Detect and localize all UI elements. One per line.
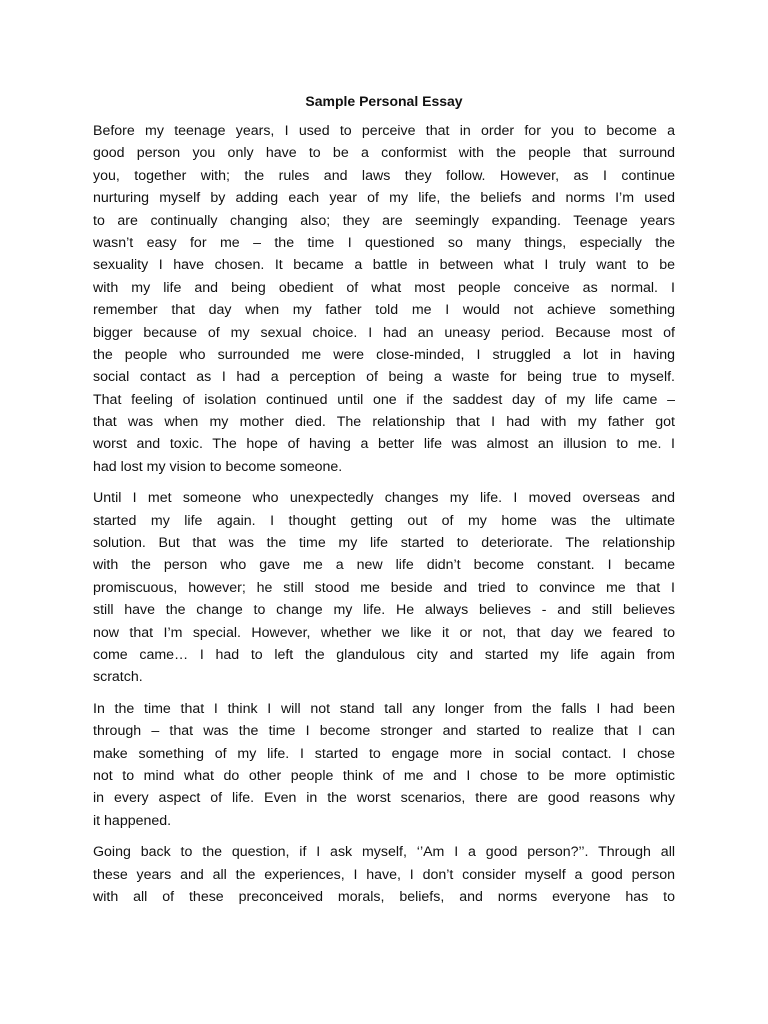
text-line: wasn’t easy for me – the time I questioned so many things, especially the <box>93 234 675 251</box>
text-line: still have the change to change my life. He always believes - and still believes <box>93 602 675 619</box>
paragraph <box>93 120 675 478</box>
text-line: nurturing myself by adding each year of my life, the beliefs and norms I’m used <box>93 190 675 207</box>
text-line: promiscuous, however; he still stood me beside and tried to convince me that I <box>93 579 675 596</box>
text-line: worst and toxic. The hope of having a better life was almost an illusion to me. I <box>93 436 675 453</box>
paragraph <box>93 698 675 832</box>
text-line: social contact as I had a perception of being a waste for being true to myself. <box>93 369 675 386</box>
text-line: sexuality I have chosen. It became a battle in between what I truly want to be <box>93 257 675 274</box>
document-title: Sample Personal Essay <box>305 93 463 109</box>
text-line: good person you only have to be a conformist with the people that surround <box>93 145 675 162</box>
text-line: these years and all the experiences, I have, I don’t consider myself a good person <box>93 866 675 883</box>
text-line: bigger because of my sexual choice. I had an uneasy period. Because most of <box>93 324 675 341</box>
text-line: That feeling of isolation continued until one if the saddest day of my life came – <box>93 391 675 408</box>
text-line: Before my teenage years, I used to perceive that in order for you to become a <box>93 123 675 139</box>
text-line: make something of my life. I started to engage more in social contact. I chose <box>93 745 675 762</box>
paragraph <box>93 841 675 908</box>
text-line: you, together with; the rules and laws they follow. However, as I continue <box>93 167 675 184</box>
text-line: had lost my vision to become someone. <box>93 458 343 475</box>
text-line: Until I met someone who unexpectedly changes my life. I moved overseas and <box>93 490 675 507</box>
text-line: the people who surrounded me were close-minded, I struggled a lot in having <box>93 346 675 363</box>
text-line: to are continually changing also; they are seemingly expanding. Teenage years <box>93 212 675 229</box>
text-line: Going back to the question, if I ask myself, ‘’Am I a good person?’’. Through all <box>93 844 675 861</box>
text-line: In the time that I think I will not stand tall any longer from the falls I had been <box>93 700 675 717</box>
text-line: remember that day when my father told me I would not achieve something <box>93 302 675 319</box>
paragraph <box>93 487 675 689</box>
text-line: in every aspect of life. Even in the worst scenarios, there are good reasons why <box>93 790 675 807</box>
text-line: with the person who gave me a new life didn’t become constant. I became <box>93 557 675 574</box>
text-line: started my life again. I thought getting out of my home was the ultimate <box>93 512 675 529</box>
text-line: with all of these preconceived morals, beliefs, and norms everyone has to <box>93 888 675 905</box>
text-line: not to mind what do other people think of me and I chose to be more optimistic <box>93 767 675 784</box>
text-line: solution. But that was the time my life started to deteriorate. The relationship <box>93 535 675 552</box>
paragraph-container <box>93 120 675 908</box>
text-line: through – that was the time I become stronger and started to realize that I can <box>93 723 675 740</box>
text-line: that was when my mother died. The relationship that I had with my father got <box>93 414 675 431</box>
text-line: with my life and being obedient of what most people conceive as normal. I <box>93 279 675 296</box>
document-body <box>93 90 675 917</box>
text-line: it happened. <box>93 812 172 829</box>
text-line: now that I’m special. However, whether we like it or not, that day we feared to <box>93 624 675 641</box>
text-line: come came… I had to left the glandulous city and started my life again from <box>93 646 675 663</box>
text-line: scratch. <box>93 669 143 686</box>
